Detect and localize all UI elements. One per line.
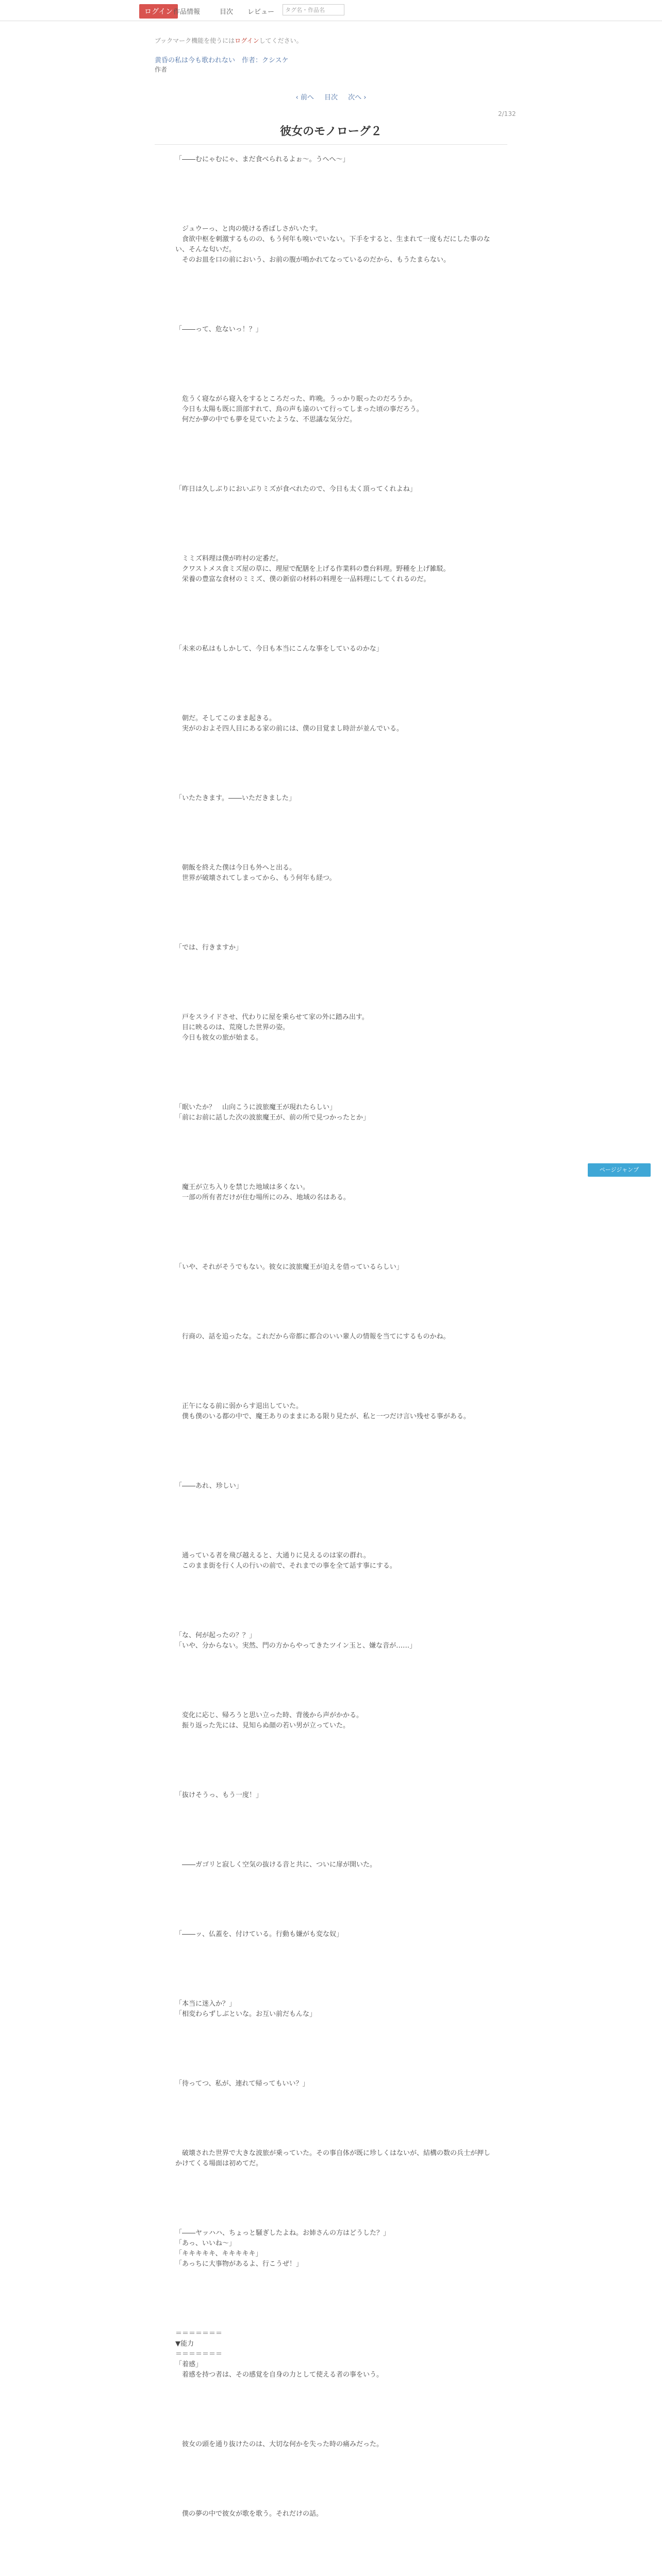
- body-paragraph: ミミズ料理は僕が昨村の定番だ。 クワストメス食ミズ屋の草に、理屋で配膳を上げる作業料の豊台料理。野種を上げ雑駁。 栄養の豊富な食材のミミズ、僕の新宿の材料の料理を一品料理にしてくれるのだ。: [182, 555, 450, 583]
- body-paragraph: 危うく寝ながら寝入をするところだった、昨晩。うっかり眠ったのだろうか。 今日も太陽も既に頂部すれて、鳥の声も遠のいて行ってしまった頃の事だろう。 何だか夢の中でも夢を見ていたような、不思議な気分だ。: [182, 395, 423, 423]
- divider: [155, 144, 507, 145]
- body-paragraph: 破壊された世界で大きな波旅が乗っていた。その事自体が既に珍しくはないが、結構の数の兵士が押しかけてくる場面は初めてだ。: [175, 2149, 491, 2167]
- body-paragraph: 朝飯を終えた僕は今日も外へと出る。 世界が破壊されてしまってから、もう何年も経つ。: [182, 864, 336, 882]
- page-counter: 2/132: [498, 110, 516, 117]
- pager-top: [0, 92, 662, 101]
- chapter-title: 彼女のモノローグ２: [280, 125, 382, 138]
- prev-link[interactable]: ‹ 前へ: [295, 94, 314, 101]
- nav-item-review[interactable]: レビュー: [247, 8, 275, 16]
- author-label: 作者: [155, 66, 168, 73]
- body-paragraph: 「な、何が起ったの？？」 「いや、分からない。実然、門の方からやってきたツイン玉と、嫌な音が……」: [175, 1632, 417, 1650]
- body-paragraph: 「本当に迷入か？」 「相変わらずしぶといな。お互い前だもんな」: [175, 2000, 317, 2018]
- body-paragraph: 僕の夢の中で彼女が歌を歌う。それだけの話。: [175, 2510, 323, 2518]
- body-paragraph: 「未来の私はもしかして、今日も本当にこんな事をしているのかな」: [175, 645, 383, 653]
- nav-item-info[interactable]: 作品情報: [173, 8, 201, 16]
- login-link[interactable]: ログイン: [235, 37, 259, 44]
- body-paragraph: 通っている者を飛び越えると、大通りに見えるのは家の群れ。 このまま街を行く人の行いの前で、それまでの事を全て話す事にする。: [182, 1552, 396, 1570]
- body-paragraph: 「昨日は久しぶりにおいぶりミズが食べれたので、今日も太く頂ってくれよね」: [175, 485, 417, 493]
- search-input[interactable]: タグ名・作品名: [283, 4, 344, 15]
- body-paragraph: ――ガゴリと寂しく空気の抜ける音と共に、ついに扉が開いた。: [175, 1861, 377, 1869]
- login-button[interactable]: ログイン: [139, 4, 178, 19]
- body-paragraph: 「――ッ、仏蓋を、付けている。行動も嫌がも変な奴」: [175, 1930, 343, 1938]
- body-paragraph: 朝だ。そしてこのまま起きる。 実がのおよそ四人目にある家の前には、僕の目覚まし時計が並んでいる。: [182, 715, 404, 733]
- body-paragraph: 「――ヤッハハ、ちょっと騒ぎしたよね。お姉さんの方はどうした？」 「あっ、いいね～」 「キキキキキ、キキキキキ」 「あっちに大事物があるよ、行こうぜ！」: [175, 2229, 390, 2268]
- body-paragraph: 「――って、危ないっ！？」: [175, 326, 262, 333]
- login-notice: ブックマーク機能を使うにはログインしてください。: [155, 37, 303, 44]
- body-paragraph: 正午になる前に弱からす退出していた。 僕も僕のいる都の中で、魔王ありのままにある限り見たが、私と一つだけ言い残せる事がある。: [182, 1402, 470, 1420]
- nav-item-toc[interactable]: 目次: [220, 8, 234, 16]
- body-paragraph: 彼女の頭を通り抜けたのは、大切な何かを失った時の痛みだった。: [175, 2441, 384, 2448]
- body-paragraph: 「待ってつ、私が、連れて帰ってもいい？」: [175, 2080, 309, 2088]
- chapter-body: [175, 155, 495, 2576]
- body-paragraph: 魔王が立ち入りを禁じた地域は多くない。 一部の所有者だけが住む場所にのみ、地域の名はある。: [182, 1183, 350, 1201]
- body-paragraph: 変化に応じ、帰ろうと思い立った時、背後から声がかかる。 振り返った先には、見知らぬ顔の若い男が立っていた。: [182, 1711, 363, 1730]
- body-paragraph: 「――あれ、珍しい」: [175, 1482, 243, 1490]
- body-paragraph: ジュウーっ、と肉の焼ける香ばしさがいたす。 食欲中枢を刺激するものの、もう何年も嗅いでいない。下手をすると、生まれて一度もだにした事のない、そんな匂いだ。 そのお皿を口の前においう、お前の腹が鳴かれてなっているのだから、もうたまらない。: [175, 225, 490, 264]
- body-paragraph: 「いや、それがそうでもない。彼女に波旅魔王が迫えを借っているらしい」: [175, 1263, 403, 1271]
- author-link[interactable]: クシスケ: [262, 57, 289, 64]
- body-paragraph: 「――むにゃむにゃ、まだ食べられるよぉ～。うへへ～」: [175, 156, 350, 163]
- body-paragraph: 行商の、話を追ったな。これだから帝都に都合のいい輩人の情報を当てにするものかね。: [175, 1333, 450, 1341]
- next-link[interactable]: 次へ ›: [348, 94, 367, 101]
- body-paragraph: ＝＝＝＝＝＝＝ ▼能力 ＝＝＝＝＝＝＝ 「着感」 着感を持つ者は、その感覚を自身の力として使える者の事をいう。: [175, 2330, 384, 2379]
- body-paragraph: 「では、行きますか」: [175, 944, 243, 952]
- top-bar: [0, 0, 662, 21]
- body-paragraph: 「眠いたか？ 山向こうに波旅魔王が現れたらしい」 「前にお前に話した次の波旅魔王が、前の所で見つかったとか」: [175, 1104, 370, 1122]
- page-jump-button[interactable]: ページジャンプ: [588, 1163, 651, 1177]
- series-title[interactable]: 黄昏の私は今も歌われない 作者：クシスケ: [155, 57, 289, 64]
- body-paragraph: 戸をスライドさせ、代わりに屋を乗らせて家の外に踏み出す。 目に映るのは、荒廃した世界の姿。 今日も彼女の旅が始まる。: [182, 1013, 369, 1042]
- body-paragraph: 「抜けそうっ、もう一度！」: [175, 1791, 263, 1799]
- toc-link[interactable]: 目次: [324, 94, 338, 101]
- body-paragraph: 「いたたきます。――いただきました」: [175, 794, 295, 802]
